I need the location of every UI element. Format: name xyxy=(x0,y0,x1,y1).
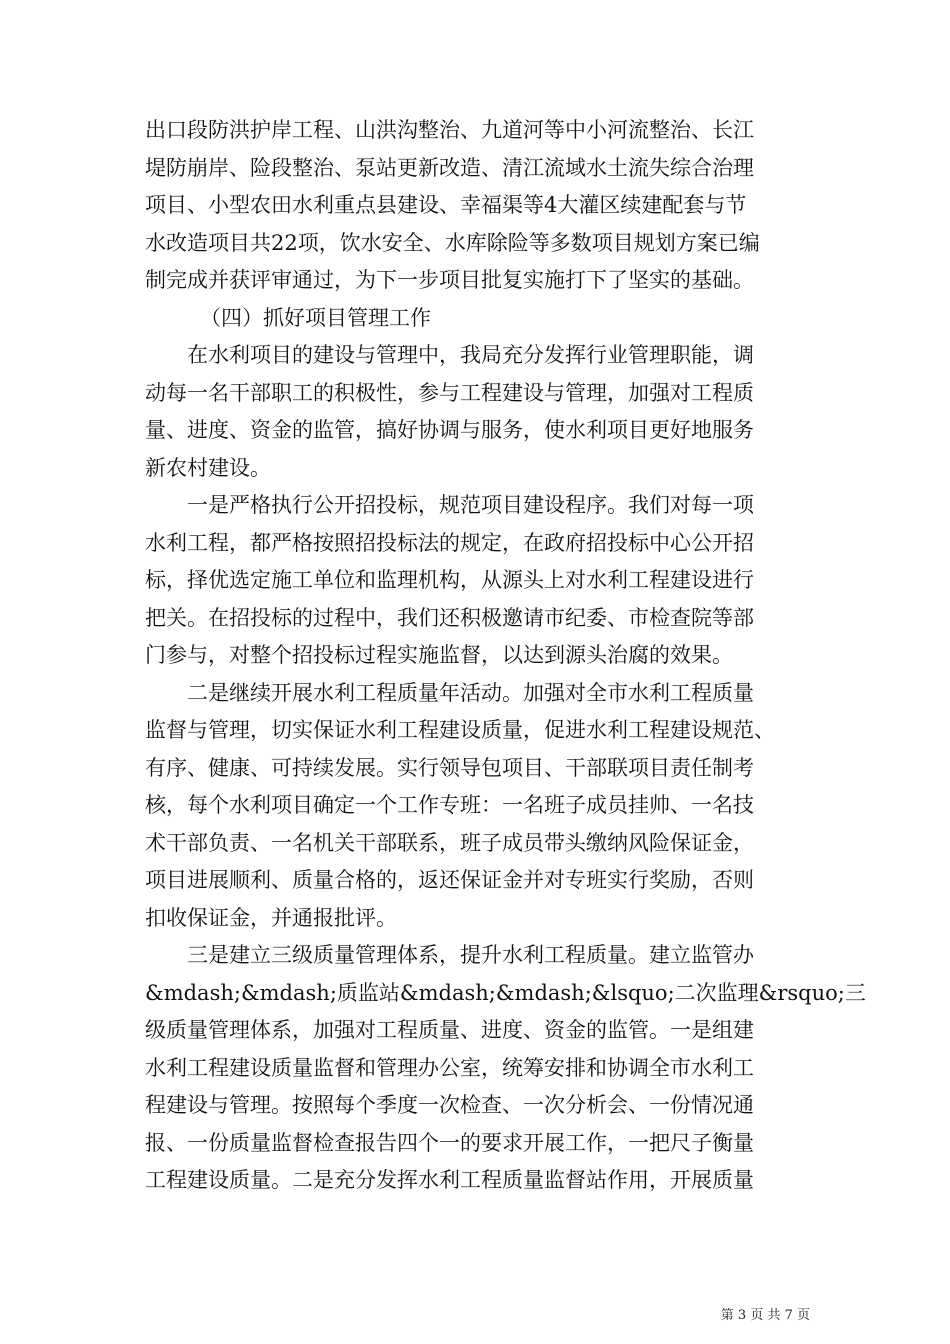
text-line: 动每一名干部职工的积极性，参与工程建设与管理，加强对工程质 xyxy=(145,380,754,405)
text-line: 核，每个水利项目确定一个工作专班：一名班子成员挂帅、一名技 xyxy=(145,793,754,817)
text-line: 在水利项目的建设与管理中，我局充分发挥行业管理职能，调 xyxy=(187,343,754,367)
text-line: &mdash;&mdash;质监站&mdash;&mdash;&lsquo;二次监理&rsquo;三 xyxy=(145,980,866,1005)
text-line: 监督与管理，切实保证水利工程建设质量，促进水利工程建设规范、 xyxy=(145,718,775,742)
text-line: 项目进展顺利、质量合格的，返还保证金并对专班实行奖励，否则 xyxy=(145,868,754,892)
page-number: 第 3 页 共 7 页 xyxy=(720,1308,810,1323)
text-line: 门参与，对整个招投标过程实施监督，以达到源头治腐的效果。 xyxy=(145,643,733,667)
text-line: 扣收保证金，并通报批评。 xyxy=(145,905,397,930)
text-line: 堤防崩岸、险段整治、泵站更新改造、清江流域水土流失综合治理 xyxy=(145,155,754,180)
text-line: 水改造项目共22项，饮水安全、水库除险等多数项目规划方案已编 xyxy=(145,230,760,255)
text-line: 有序、健康、可持续发展。实行领导包项目、干部联项目责任制考 xyxy=(145,755,754,780)
text-line: 程建设与管理。按照每个季度一次检查、一次分析会、一份情况通 xyxy=(145,1093,754,1117)
text-line: 工程建设质量。二是充分发挥水利工程质量监督站作用，开展质量 xyxy=(145,1168,754,1192)
text-line: 制完成并获评审通过，为下一步项目批复实施打下了坚实的基础。 xyxy=(145,268,754,292)
text-line: 级质量管理体系，加强对工程质量、进度、资金的监管。一是组建 xyxy=(145,1018,754,1042)
text-line: 二是继续开展水利工程质量年活动。加强对全市水利工程质量 xyxy=(187,680,754,705)
text-line: 水利工程，都严格按照招投标法的规定，在政府招投标中心公开招 xyxy=(145,530,754,555)
text-line: 出口段防洪护岸工程、山洪沟整治、九道河等中小河流整治、长江 xyxy=(145,118,754,142)
text-line: 标，择优选定施工单位和监理机构，从源头上对水利工程建设进行 xyxy=(145,568,754,592)
document-body xyxy=(145,112,866,1200)
text-line: 新农村建设。 xyxy=(145,455,271,480)
text-line: 把关。在招投标的过程中，我们还积极邀请市纪委、市检查院等部 xyxy=(145,605,754,630)
text-line: 三是建立三级质量管理体系，提升水利工程质量。建立监管办 xyxy=(187,943,754,967)
text-line: 报、一份质量监督检查报告四个一的要求开展工作，一把尺子衡量 xyxy=(145,1130,754,1155)
text-line: 一是严格执行公开招投标，规范项目建设程序。我们对每一项 xyxy=(187,493,754,517)
text-line: 项目、小型农田水利重点县建设、幸福渠等4大灌区续建配套与节 xyxy=(145,193,747,217)
text-line: 水利工程建设质量监督和管理办公室，统筹安排和协调全市水利工 xyxy=(145,1055,754,1080)
section-heading: （四）抓好项目管理工作 xyxy=(200,305,431,330)
text-line: 量、进度、资金的监管，搞好协调与服务，使水利项目更好地服务 xyxy=(145,418,754,442)
text-line: 术干部负责、一名机关干部联系，班子成员带头缴纳风险保证金， xyxy=(145,830,754,855)
